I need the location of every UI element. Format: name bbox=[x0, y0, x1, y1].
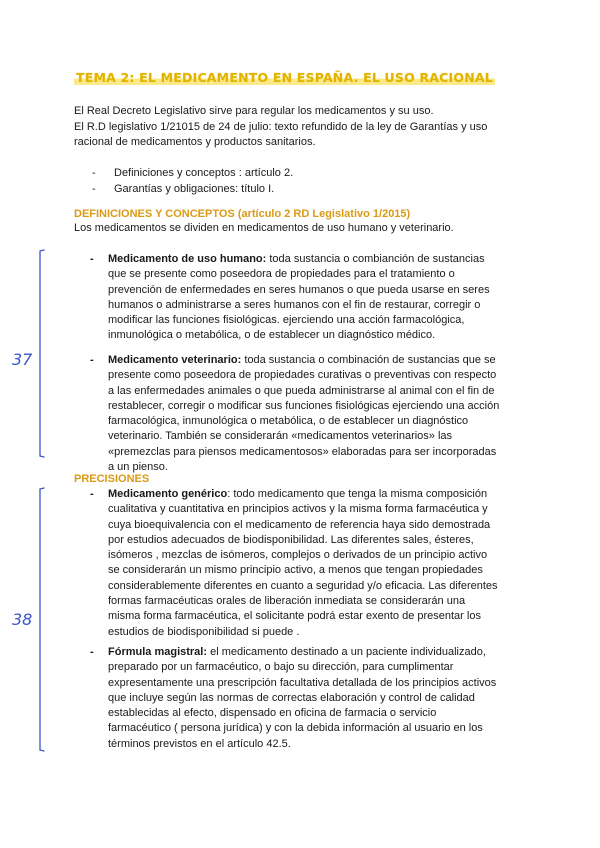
margin-number-38: 38 bbox=[12, 610, 33, 629]
definition-body: toda sustancia o combinación de sustancias que se presente como poseedora de propiedades curativas o preventivas con respecto a las enfermedades animales o que pueda administrarse al animal con el fin de restablecer, corregir o modificar sus funciones fisiológicas ejerciendo una acción farmacológica, inmunológica o metabólica, o de establecer un diagnóstico veterinario. También se considerarán «medicamentos veterinarios» las «premezclas para piensos medicamentosos» elaboradas para ser incorporadas a un pienso. bbox=[108, 354, 500, 474]
definition-term: Fórmula magistral: bbox=[108, 646, 208, 658]
bullet-dash: - bbox=[90, 646, 94, 658]
definiciones-subtitle: Los medicamentos se dividen en medicamentos de uso humano y veterinario. bbox=[74, 222, 454, 234]
definition-body: el medicamento destinado a un paciente individualizado, preparado por un farmacéutico, o bajo su dirección, para cumplimentar expresentamente una prescripción facultativa detallada de los principios activos que incluye según las normas de correctas elaboración y control de calidad establecidas al efecto, dispensado en oficina de farmacia o servicio farmacéutico ( persona jurídica) y con la debida información al usuario en los términos previstos en el artículo 42.5. bbox=[108, 646, 497, 750]
margin-bracket-38 bbox=[34, 486, 50, 754]
definition-magistral-formula bbox=[90, 645, 500, 752]
contents-list bbox=[92, 165, 293, 197]
definiciones-heading: DEFINICIONES Y CONCEPTOS (artículo 2 RD Legislativo 1/2015) bbox=[74, 208, 411, 220]
definition-term: Medicamento veterinario: bbox=[108, 354, 242, 366]
list-item-text: Garantías y obligaciones: título I. bbox=[114, 183, 275, 195]
margin-number-37: 37 bbox=[12, 350, 33, 369]
intro-line-1: El Real Decreto Legislativo sirve para regular los medicamentos y su uso. bbox=[74, 105, 434, 117]
page-title: TEMA 2: EL MEDICAMENTO EN ESPAÑA. EL USO RACIONAL bbox=[76, 70, 493, 85]
definition-text bbox=[108, 645, 500, 752]
list-item-text: Definiciones y conceptos : artículo 2. bbox=[114, 167, 294, 179]
definition-generic-medicine bbox=[90, 487, 500, 640]
list-item bbox=[92, 165, 293, 181]
definition-text bbox=[108, 252, 500, 344]
bullet-dash: - bbox=[92, 183, 96, 195]
bullet-dash: - bbox=[90, 253, 94, 265]
bullet-dash: - bbox=[90, 354, 94, 366]
definition-veterinary-medicine bbox=[90, 353, 500, 475]
definition-term: Medicamento genérico bbox=[108, 488, 228, 500]
bullet-dash: - bbox=[90, 488, 94, 500]
precisiones-heading: PRECISIONES bbox=[74, 473, 150, 485]
list-item bbox=[92, 181, 293, 197]
definition-body: toda sustancia o combianción de sustancias que se presente como poseedora de propiedades para el tratamiento o prevención de enfermedades en seres humanos o que pueda usarse en seres humanos o administrarse a seres humanos con el fin de restaurar, corregir o modificar las funciones fisiológicas. ejerciendo una acción farmacológica, inmunológica o metabólica, o de establecer un diagnóstico médico. bbox=[108, 253, 490, 342]
margin-bracket-37 bbox=[34, 248, 50, 460]
intro-paragraph bbox=[74, 104, 524, 151]
definition-term: Medicamento de uso humano: bbox=[108, 253, 267, 265]
definition-human-medicine bbox=[90, 252, 500, 344]
intro-line-2: El R.D legislativo 1/21015 de 24 de julio: texto refundido de la ley de Garantías y uso racional de medicamentos y productos sanitarios. bbox=[74, 120, 488, 148]
definition-text bbox=[108, 487, 500, 640]
definition-text bbox=[108, 353, 500, 475]
definition-body: : todo medicamento que tenga la misma composición cualitativa y cuantitativa en principios activos y la misma forma farmacéutica y cuya bioequivalencia con el medicamento de referencia haya sido demostrada por estudios adecuados de biodisponibilidad. Las diferentes sales, ésteres, isómeros , mezclas de isómeros, complejos o derivados de un principio activo se considerarán un mismo principio activo, a menos que tengan propiedades considerablemente diferentes en cuanto a seguridad y/o eficacia. Las diferentes formas farmacéuticas orales de liberación inmediata se considerarán una misma forma farmacéutica, el solicitante podrá estar exento de presentar los estudios de biodisponibilidad si puede . bbox=[108, 488, 498, 638]
bullet-dash: - bbox=[92, 167, 96, 179]
